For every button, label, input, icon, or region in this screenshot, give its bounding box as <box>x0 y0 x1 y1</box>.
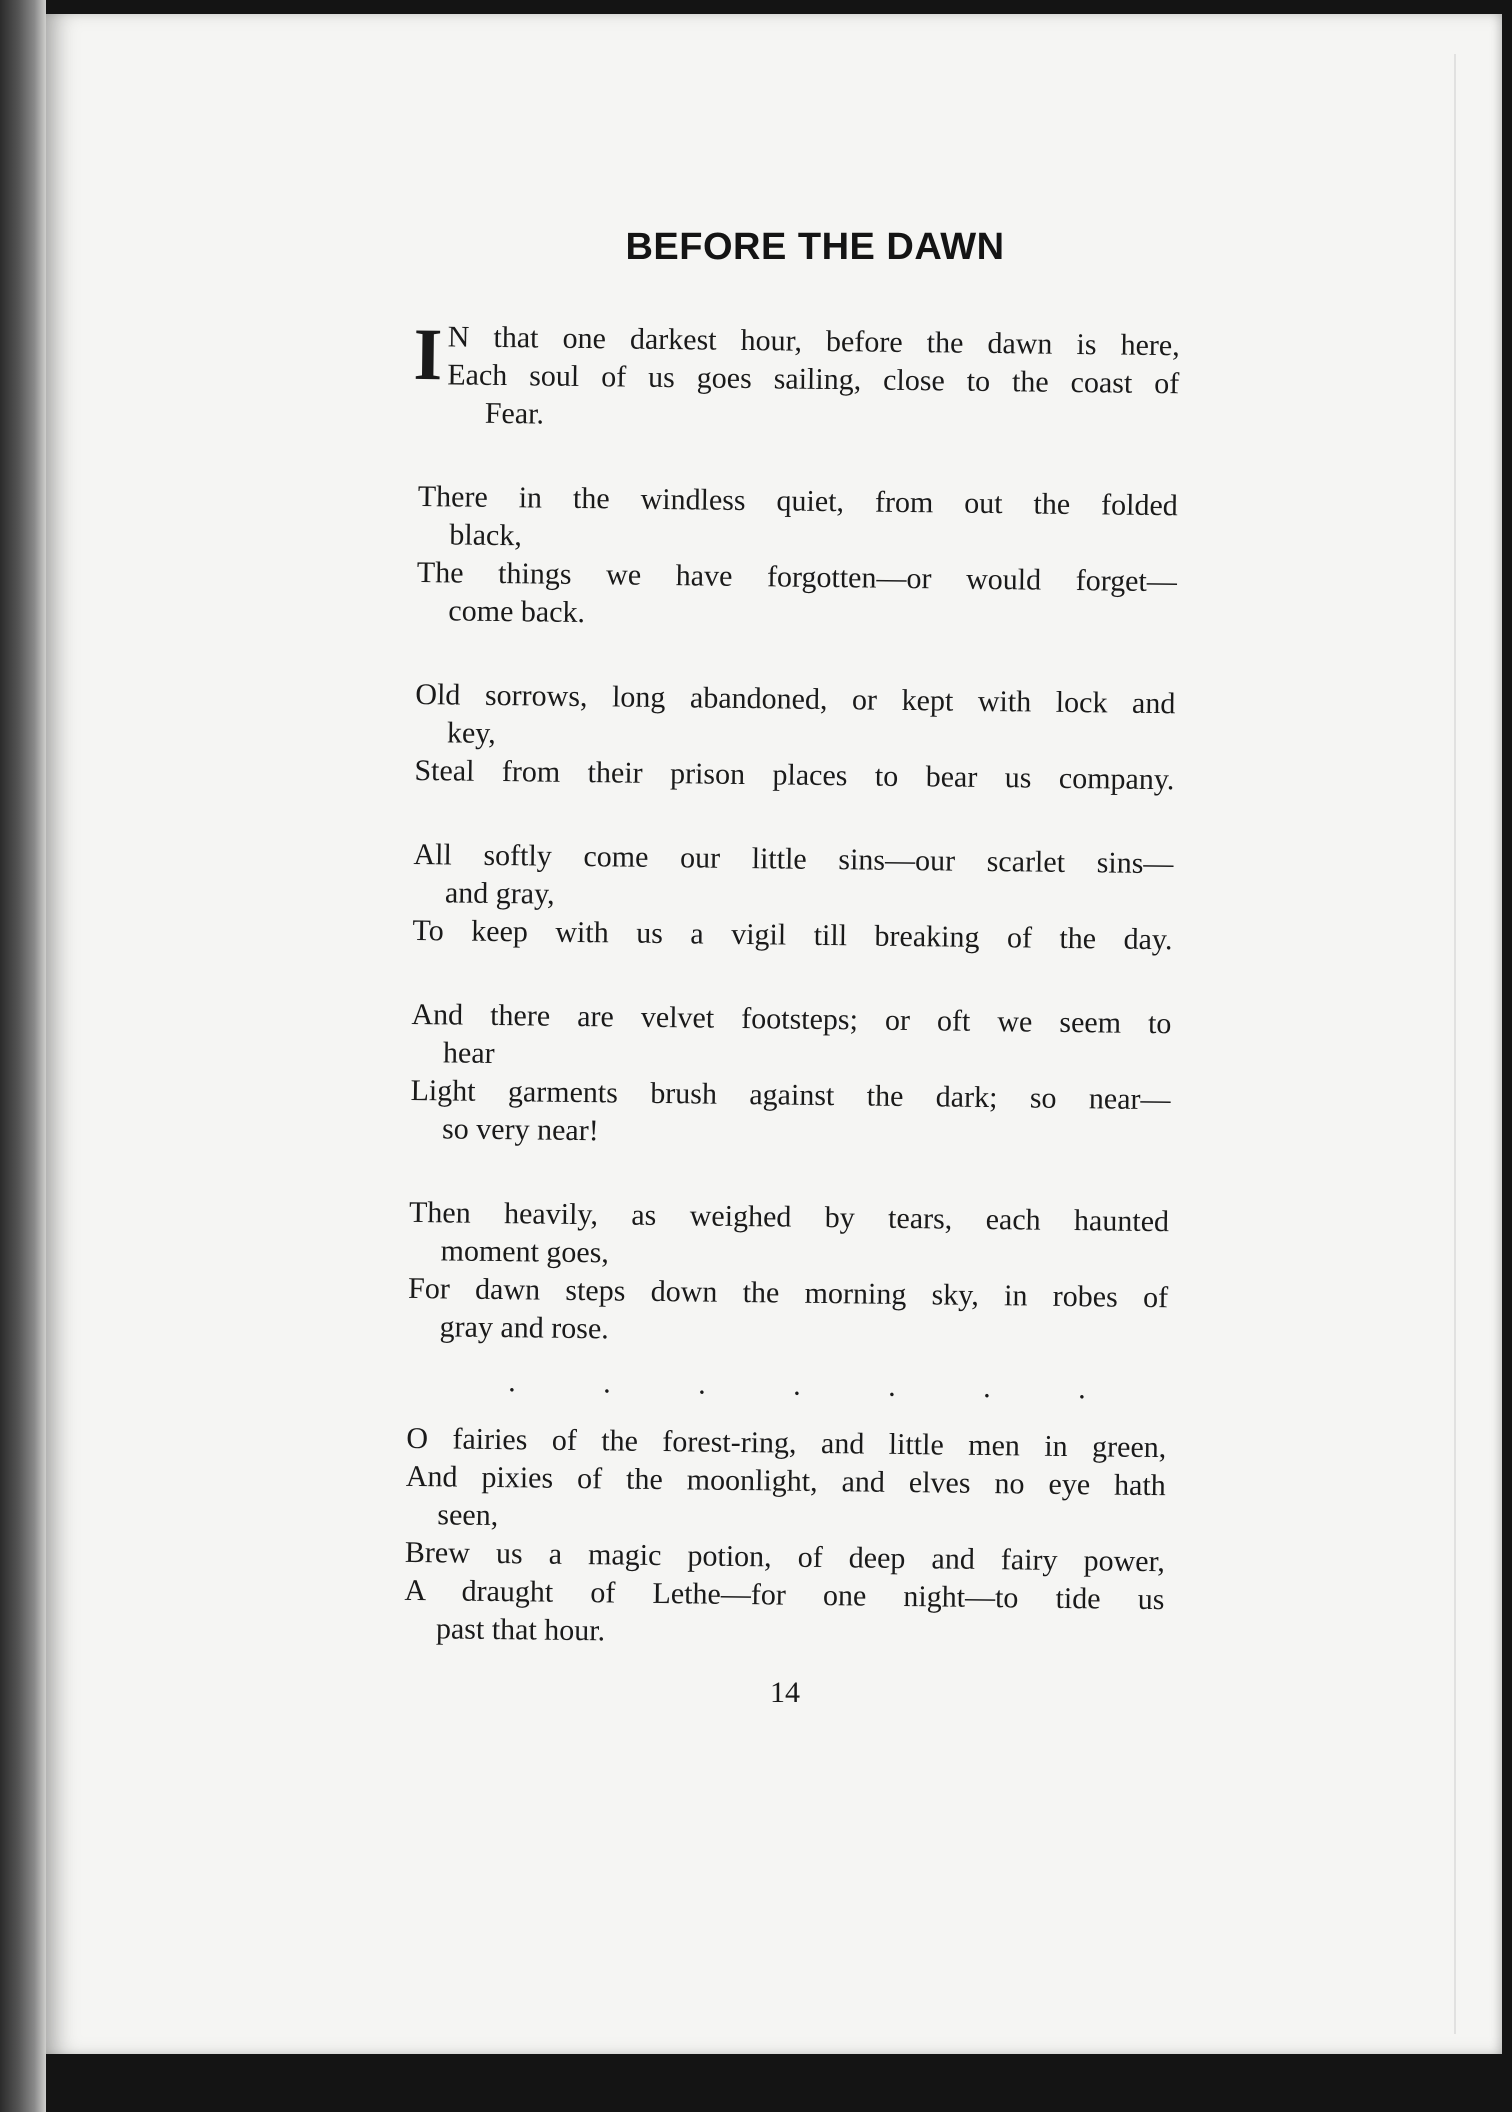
poem-line: and gray, <box>444 876 555 911</box>
poem-line: For dawn steps down the morning sky, in robes of <box>407 1271 1169 1315</box>
stanza-4 <box>412 836 1173 959</box>
drop-cap: I <box>413 313 443 397</box>
page-number: 14 <box>770 1676 800 1709</box>
book-spine-shadow <box>0 0 46 2112</box>
poem-line: N that one darkest hour, before the dawn is here, <box>447 320 1180 363</box>
poem-line: seen, <box>437 1498 499 1533</box>
poem-line: gray and rose. <box>439 1310 609 1346</box>
poem-line: And pixies of the moonlight, and elves no eye hath <box>405 1459 1166 1503</box>
poem-body <box>403 313 1180 1703</box>
poem-line: To keep with us a vigil till breaking of the day. <box>412 913 1173 957</box>
poem-line: Then heavily, as weighed by tears, each haunted <box>408 1195 1170 1239</box>
stanza-7 <box>404 1420 1167 1657</box>
poem-line: A draught of Lethe—for one night—to tide us <box>404 1573 1165 1617</box>
poem-line: black, <box>449 518 523 553</box>
poem-title: BEFORE THE DAWN <box>625 226 1005 268</box>
stanza-separator: . . . . . . . <box>508 1365 1126 1406</box>
poem-line: hear <box>442 1036 495 1070</box>
poem-line: O fairies of the forest-ring, and little men in green, <box>406 1421 1167 1465</box>
poem-line: There in the windless quiet, from out the folded <box>417 479 1178 523</box>
stanza-5 <box>410 996 1172 1157</box>
page-fold <box>1454 54 1456 2034</box>
poem-line: past that hour. <box>435 1612 606 1648</box>
poem-line: moment goes, <box>440 1234 610 1270</box>
poem-line: key, <box>446 716 497 750</box>
stanza-1 <box>413 313 1180 441</box>
poem-line: Each soul of us goes sailing, close to the coast of <box>447 358 1180 401</box>
poem-line: Steal from their prison places to bear us company. <box>414 753 1175 797</box>
poem-line: Brew us a magic potion, of deep and fairy power, <box>404 1535 1166 1579</box>
poem-line: Light garments brush against the dark; so near— <box>410 1073 1171 1117</box>
poem-line: And there are velvet footsteps; or oft we seem to <box>411 997 1172 1041</box>
poem-line: The things we have forgotten—or would forget— <box>416 555 1178 599</box>
poem-line: come back. <box>448 594 586 630</box>
stanza-3 <box>414 676 1175 799</box>
stanza-2 <box>416 478 1178 639</box>
stanza-6 <box>407 1194 1169 1355</box>
poem-line: Old sorrows, long abandoned, or kept with lock and <box>415 677 1176 721</box>
poem-line: All softly come our little sins—our scarlet sins— <box>413 837 1174 881</box>
poem-line: so very near! <box>441 1112 599 1148</box>
poem-line: Fear. <box>484 396 545 431</box>
